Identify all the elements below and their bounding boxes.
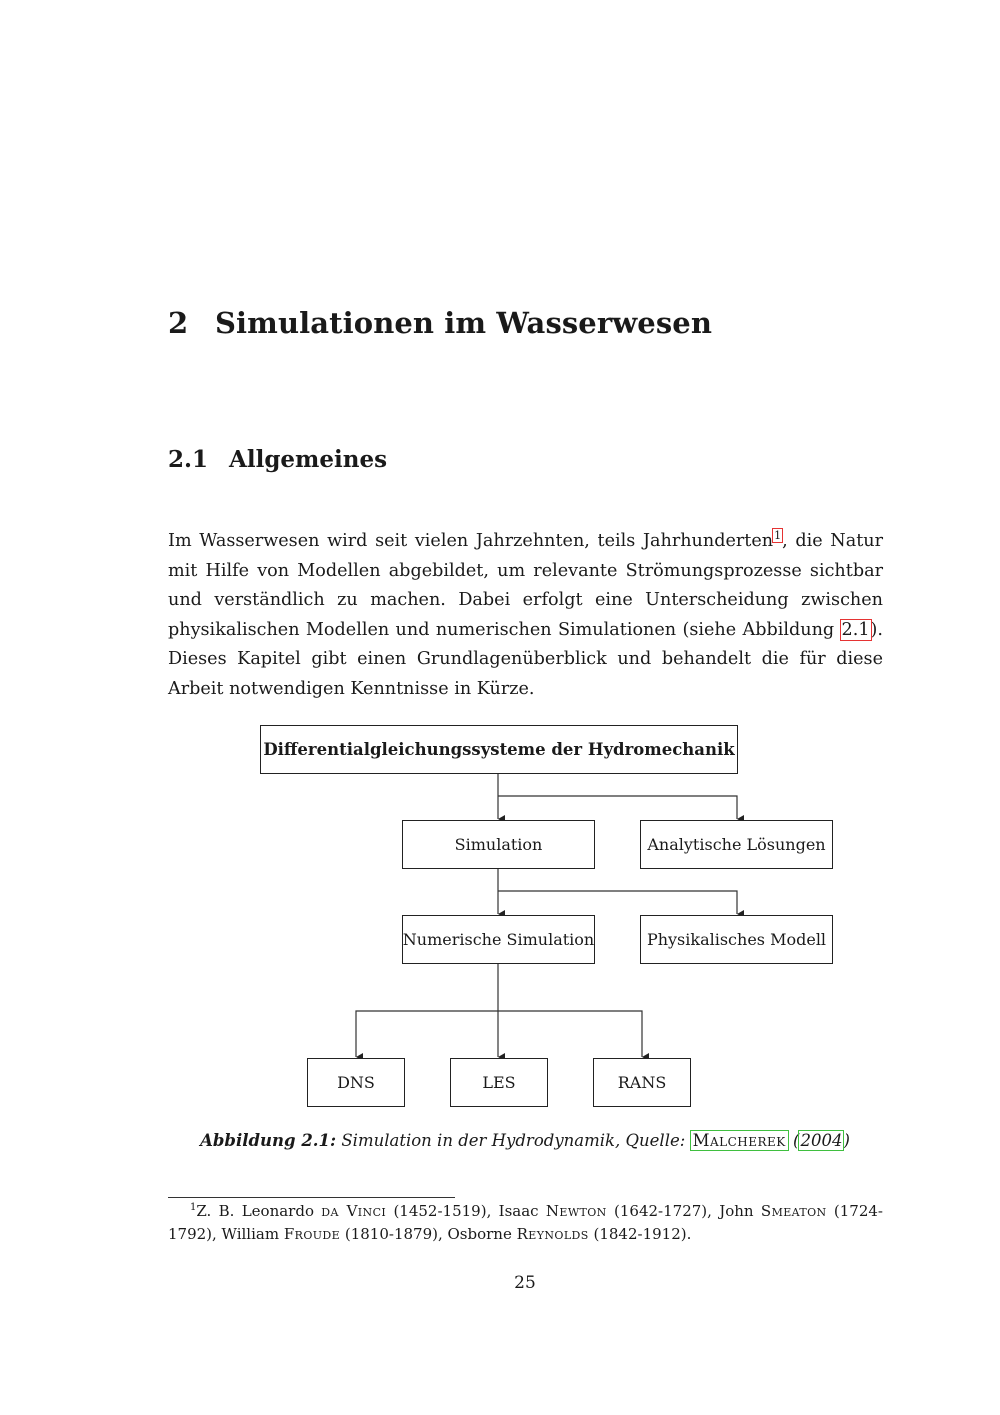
node-numeric-simulation: Numerische Simulation (402, 915, 595, 964)
connector-root-analytic (498, 796, 737, 819)
footnote-link[interactable]: 1 (774, 529, 782, 543)
citation-author-link[interactable]: Malcherek (692, 1131, 786, 1150)
chapter-title: Simulationen im Wasserwesen (215, 306, 713, 340)
footnote-rule (168, 1197, 455, 1198)
caption-paren-open: ( (787, 1131, 800, 1150)
footnote-text: (1724-1792), William (168, 1202, 883, 1243)
connector-numeric-rans (498, 1011, 642, 1057)
footnote-text: (1642-1727), John (606, 1202, 761, 1220)
footnote-name: Newton (545, 1202, 607, 1220)
node-root: Differentialgleichungssysteme der Hydromechanik (260, 725, 738, 774)
citation-year-link[interactable]: 2004 (800, 1131, 843, 1150)
node-physical-model: Physikalisches Modell (640, 915, 833, 964)
caption-text: Simulation in der Hydrodynamik, Quelle: (336, 1131, 691, 1150)
section-title: Allgemeines (229, 446, 388, 473)
footnote-name: Froude (283, 1225, 341, 1243)
node-dns: DNS (307, 1058, 405, 1107)
paragraph-text-2: , die Natur mit Hilfe von Modellen abgebildet, um relevante Strömungsprozesse sichtbar und verständlich zu machen. Dabei erfolgt eine Unterscheidung zwischen physikalischen Modellen und numerischen Simulationen (siehe Abbildung (168, 531, 883, 640)
chapter-number: 2 (168, 306, 189, 340)
caption-paren-close: ) (843, 1131, 850, 1150)
caption-label: Abbildung 2.1: (200, 1131, 337, 1150)
page-number: 25 (514, 1273, 536, 1293)
node-simulation: Simulation (402, 820, 595, 869)
figure-caption (0, 1131, 1000, 1150)
figure-link[interactable]: 2.1 (841, 619, 870, 640)
footnote (168, 1200, 883, 1246)
paragraph-text-1: Im Wasserwesen wird seit vielen Jahrzehnten, teils Jahrhunderten (168, 531, 774, 551)
footnote-text: (1810-1879), Osborne (340, 1225, 517, 1243)
node-les: LES (450, 1058, 548, 1107)
footnote-mark: 1 (190, 1202, 197, 1213)
section-number: 2.1 (168, 446, 209, 473)
footnote-name: Smeaton (760, 1202, 827, 1220)
footnote-text: (1452-1519), Isaac (386, 1202, 546, 1220)
connector-numeric-dns (356, 1011, 498, 1057)
footnote-name: da Vinci (321, 1202, 387, 1220)
node-rans: RANS (593, 1058, 691, 1107)
footnote-text: (1842-1912). (588, 1225, 692, 1243)
node-analytic-solutions: Analytische Lösungen (640, 820, 833, 869)
footnote-text: Z. B. Leonardo (196, 1202, 322, 1220)
footnote-name: Reynolds (516, 1225, 589, 1243)
connector-simulation-physical (498, 891, 737, 914)
paragraph-text-3: ). Dieses Kapitel gibt einen Grundlagenüberblick und behandelt die für diese Arbeit notwendigen Kenntnisse in Kürze. (168, 619, 883, 699)
